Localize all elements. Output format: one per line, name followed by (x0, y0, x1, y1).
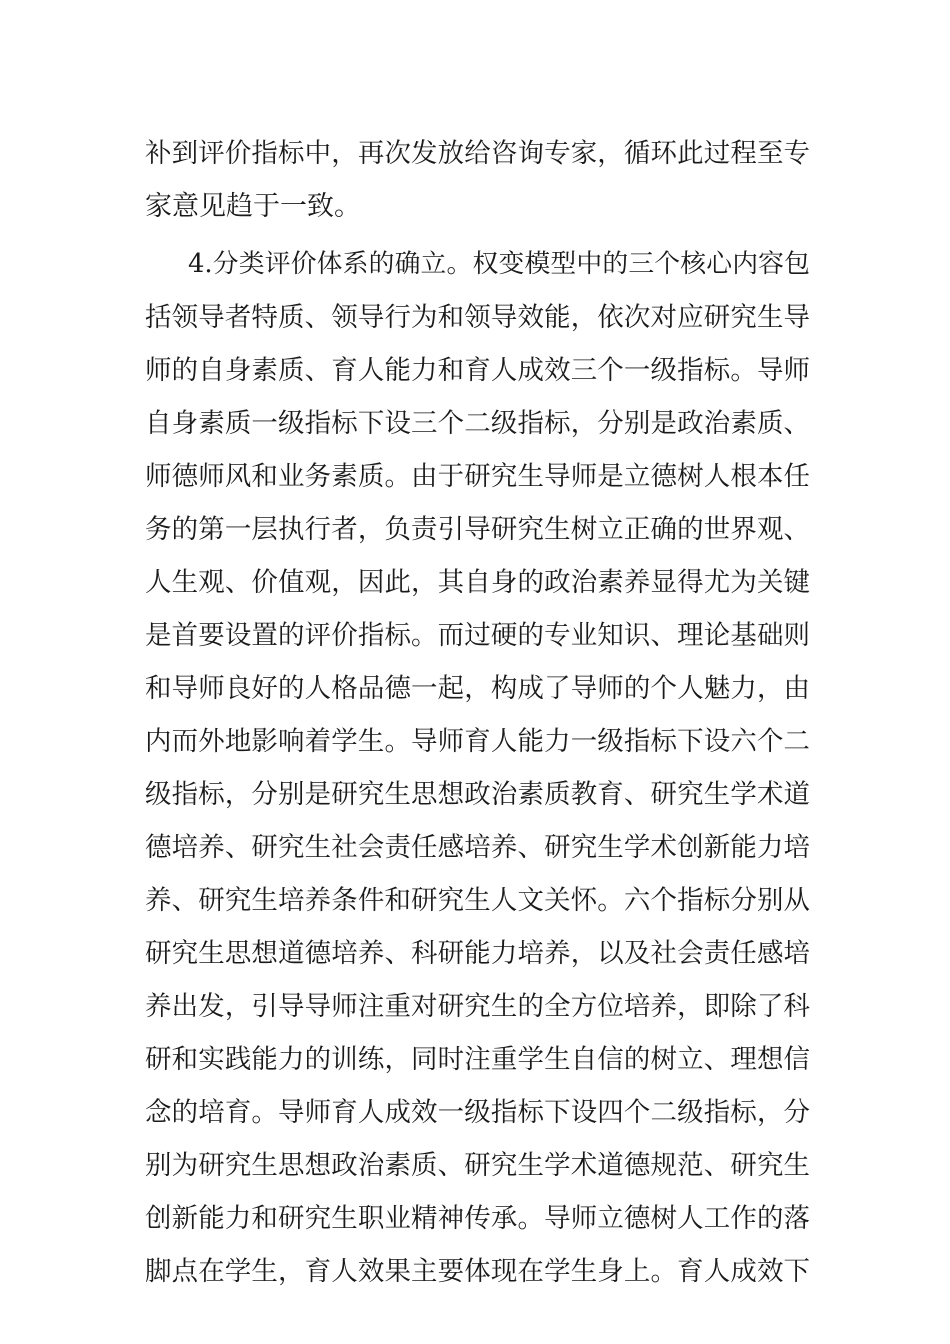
text-line: 养、研究生培养条件和研究生人文关怀。六个指标分别从 (145, 885, 810, 916)
text-line: 德培养、研究生社会责任感培养、研究生学术创新能力培 (145, 832, 810, 863)
text-line: 师德师风和业务素质。由于研究生导师是立德树人根本任 (145, 461, 810, 492)
text-line: 和导师良好的人格品德一起，构成了导师的个人魅力，由 (145, 673, 810, 704)
text-line: 级指标，分别是研究生思想政治素质教育、研究生学术道 (145, 779, 810, 810)
text-line: 研和实践能力的训练，同时注重学生自信的树立、理想信 (145, 1044, 810, 1075)
text-line: 补到评价指标中，再次发放给咨询专家，循环此过程至专 (145, 138, 810, 169)
text-line: 括领导者特质、领导行为和领导效能，依次对应研究生导 (145, 302, 810, 333)
text-line-first: 4.分类评价体系的确立。权变模型中的三个核心内容包 (188, 249, 810, 279)
text-line: 是首要设置的评价指标。而过硬的专业知识、理论基础则 (145, 620, 810, 651)
text-line: 自身素质一级指标下设三个二级指标，分别是政治素质、 (145, 408, 810, 439)
text-line: 内而外地影响着学生。导师育人能力一级指标下设六个二 (145, 726, 810, 757)
text-line: 创新能力和研究生职业精神传承。导师立德树人工作的落 (145, 1203, 810, 1234)
text-line: 人生观、价值观，因此，其自身的政治素养显得尤为关键 (145, 567, 810, 598)
text-line: 研究生思想道德培养、科研能力培养，以及社会责任感培 (145, 938, 810, 969)
text-line: 别为研究生思想政治素质、研究生学术道德规范、研究生 (145, 1150, 810, 1181)
text-line: 念的培育。导师育人成效一级指标下设四个二级指标，分 (145, 1097, 810, 1128)
body-text (145, 127, 810, 1298)
text-line: 养出发，引导导师注重对研究生的全方位培养，即除了科 (145, 991, 810, 1022)
paragraph-evaluation-system (145, 238, 810, 1298)
text-line: 师的自身素质、育人能力和育人成效三个一级指标。导师 (145, 355, 810, 386)
text-line: 脚点在学生，育人效果主要体现在学生身上。育人成效下 (145, 1256, 810, 1287)
text-line: 务的第一层执行者，负责引导研究生树立正确的世界观、 (145, 514, 810, 545)
text-line: 家意见趋于一致。 (145, 191, 361, 222)
paragraph-continuation (145, 127, 810, 233)
